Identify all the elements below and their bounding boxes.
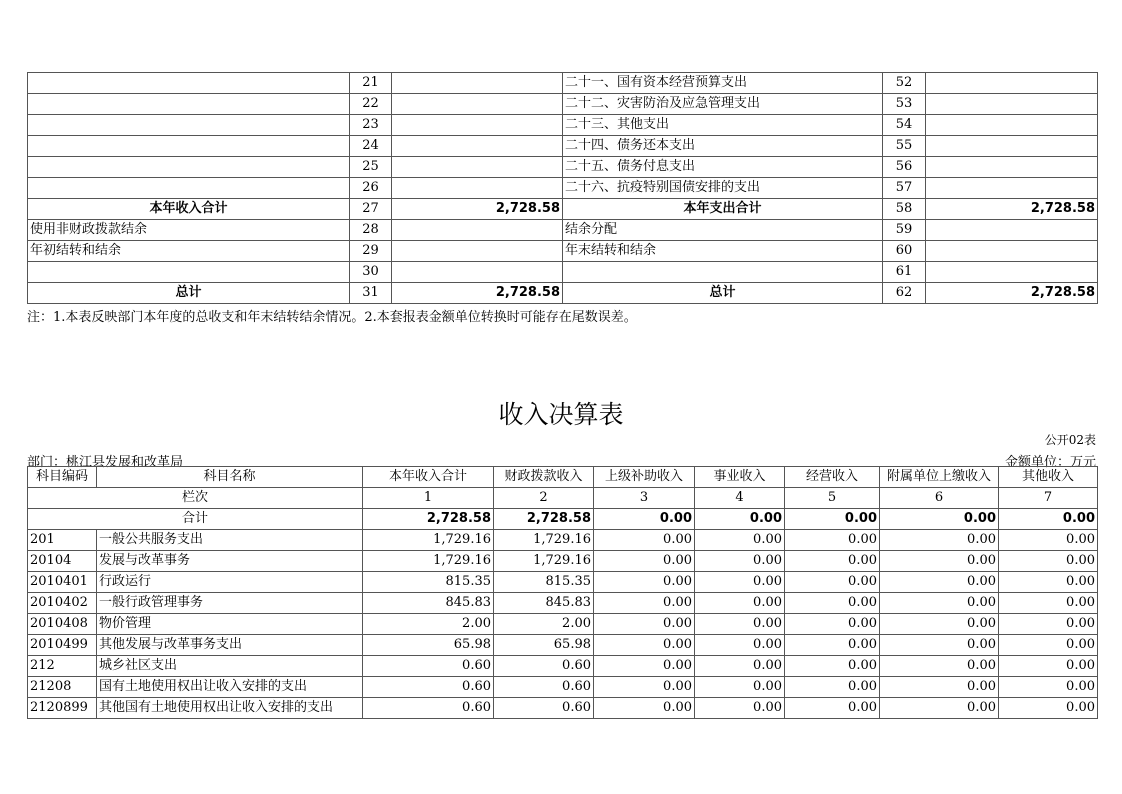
header-row [28, 467, 1098, 488]
column-number-cell: 3 [594, 488, 695, 509]
amount-cell: 0.00 [999, 572, 1098, 593]
line-number-cell: 26 [350, 178, 392, 199]
income-amount-cell [392, 220, 563, 241]
table-row [28, 635, 1098, 656]
subject-code-cell: 2010499 [28, 635, 97, 656]
column-number-row [28, 488, 1098, 509]
subject-code-cell: 2010401 [28, 572, 97, 593]
amount-cell: 0.00 [880, 593, 999, 614]
amount-cell: 0.60 [363, 656, 494, 677]
income-table [27, 466, 1098, 719]
amount-cell: 65.98 [363, 635, 494, 656]
amount-cell: 1,729.16 [494, 551, 594, 572]
summary-row [28, 220, 1098, 241]
amount-cell: 0.00 [695, 572, 785, 593]
amount-cell: 0.00 [785, 614, 880, 635]
table-row [28, 530, 1098, 551]
amount-cell: 0.00 [999, 530, 1098, 551]
income-amount-cell [392, 73, 563, 94]
line-number-cell: 30 [350, 262, 392, 283]
expense-item-cell: 结余分配 [563, 220, 883, 241]
line-number-cell: 25 [350, 157, 392, 178]
amount-cell: 0.00 [695, 593, 785, 614]
header-cell: 科目名称 [97, 467, 363, 488]
income-item-cell [28, 262, 350, 283]
amount-cell: 845.83 [363, 593, 494, 614]
summary-row [28, 262, 1098, 283]
amount-cell: 0.60 [363, 698, 494, 719]
amount-cell: 0.00 [999, 614, 1098, 635]
line-number-cell: 27 [350, 199, 392, 220]
expense-item-cell: 二十二、灾害防治及应急管理支出 [563, 94, 883, 115]
amount-cell: 65.98 [494, 635, 594, 656]
amount-cell: 0.00 [880, 635, 999, 656]
column-number-cell: 4 [695, 488, 785, 509]
summary-table [27, 72, 1098, 304]
income-item-cell: 年初结转和结余 [28, 241, 350, 262]
amount-cell: 0.00 [999, 551, 1098, 572]
income-item-cell: 使用非财政拨款结余 [28, 220, 350, 241]
department-label: 部门：桃江县发展和改革局 [27, 455, 184, 470]
expense-item-cell: 二十五、债务付息支出 [563, 157, 883, 178]
income-item-cell: 总计 [28, 283, 350, 304]
table-row [28, 698, 1098, 719]
income-amount-cell [392, 241, 563, 262]
amount-cell: 1,729.16 [363, 551, 494, 572]
line-number-cell: 54 [883, 115, 926, 136]
total-label-cell: 合计 [28, 509, 363, 530]
summary-row [28, 283, 1098, 304]
amount-cell: 1,729.16 [494, 530, 594, 551]
header-cell: 科目编码 [28, 467, 97, 488]
header-cell: 其他收入 [999, 467, 1098, 488]
footnote: 注：1.本表反映部门本年度的总收支和年末结转结余情况。2.本套报表金额单位转换时可能存在尾数误差。 [27, 310, 637, 325]
income-item-cell [28, 115, 350, 136]
income-item-cell [28, 157, 350, 178]
line-number-cell: 24 [350, 136, 392, 157]
total-value-cell: 2,728.58 [494, 509, 594, 530]
subject-name-cell: 行政运行 [97, 572, 363, 593]
table-row [28, 551, 1098, 572]
amount-cell: 0.00 [880, 551, 999, 572]
amount-cell: 0.00 [880, 530, 999, 551]
summary-row [28, 73, 1098, 94]
table-row [28, 593, 1098, 614]
expense-item-cell: 二十一、国有资本经营预算支出 [563, 73, 883, 94]
subject-code-cell: 201 [28, 530, 97, 551]
amount-cell: 0.00 [594, 635, 695, 656]
income-item-cell: 本年收入合计 [28, 199, 350, 220]
income-item-cell [28, 178, 350, 199]
expense-amount-cell [926, 73, 1098, 94]
amount-cell: 0.00 [695, 656, 785, 677]
amount-cell: 0.00 [785, 530, 880, 551]
column-number-cell: 7 [999, 488, 1098, 509]
header-cell: 本年收入合计 [363, 467, 494, 488]
amount-cell: 0.00 [594, 551, 695, 572]
expense-amount-cell [926, 241, 1098, 262]
amount-cell: 0.00 [594, 698, 695, 719]
line-number-cell: 62 [883, 283, 926, 304]
amount-cell: 0.00 [695, 698, 785, 719]
page-title: 收入决算表 [498, 400, 624, 429]
income-amount-cell [392, 94, 563, 115]
column-number-cell: 1 [363, 488, 494, 509]
subject-name-cell: 一般行政管理事务 [97, 593, 363, 614]
income-amount-cell [392, 115, 563, 136]
amount-cell: 0.00 [594, 572, 695, 593]
income-amount-cell [392, 136, 563, 157]
subject-name-cell: 一般公共服务支出 [97, 530, 363, 551]
summary-row [28, 115, 1098, 136]
amount-cell: 0.00 [999, 677, 1098, 698]
line-number-cell: 60 [883, 241, 926, 262]
subject-code-cell: 2120899 [28, 698, 97, 719]
summary-row [28, 157, 1098, 178]
line-number-cell: 53 [883, 94, 926, 115]
amount-cell: 0.00 [695, 530, 785, 551]
total-value-cell: 0.00 [999, 509, 1098, 530]
expense-item-cell: 年末结转和结余 [563, 241, 883, 262]
expense-item-cell: 二十三、其他支出 [563, 115, 883, 136]
income-amount-cell [392, 262, 563, 283]
subject-code-cell: 2010402 [28, 593, 97, 614]
income-amount-cell: 2,728.58 [392, 199, 563, 220]
line-number-cell: 61 [883, 262, 926, 283]
amount-cell: 0.00 [785, 698, 880, 719]
amount-cell: 0.00 [695, 551, 785, 572]
amount-cell: 0.00 [999, 656, 1098, 677]
amount-cell: 0.00 [695, 635, 785, 656]
income-amount-cell: 2,728.58 [392, 283, 563, 304]
subject-name-cell: 其他国有土地使用权出让收入安排的支出 [97, 698, 363, 719]
unit-label: 金额单位：万元 [1004, 455, 1096, 470]
subject-code-cell: 2010408 [28, 614, 97, 635]
summary-row [28, 136, 1098, 157]
subject-name-cell: 其他发展与改革事务支出 [97, 635, 363, 656]
total-value-cell: 0.00 [594, 509, 695, 530]
row-label-cell: 栏次 [28, 488, 363, 509]
line-number-cell: 22 [350, 94, 392, 115]
line-number-cell: 21 [350, 73, 392, 94]
subject-name-cell: 物价管理 [97, 614, 363, 635]
header-cell: 上级补助收入 [594, 467, 695, 488]
header-cell: 经营收入 [785, 467, 880, 488]
amount-cell: 2.00 [363, 614, 494, 635]
summary-row [28, 199, 1098, 220]
expense-amount-cell [926, 220, 1098, 241]
line-number-cell: 59 [883, 220, 926, 241]
line-number-cell: 23 [350, 115, 392, 136]
total-value-cell: 0.00 [880, 509, 999, 530]
line-number-cell: 31 [350, 283, 392, 304]
subject-code-cell: 21208 [28, 677, 97, 698]
subject-code-cell: 20104 [28, 551, 97, 572]
income-item-cell [28, 73, 350, 94]
expense-item-cell: 二十六、抗疫特别国债安排的支出 [563, 178, 883, 199]
amount-cell: 815.35 [494, 572, 594, 593]
amount-cell: 0.00 [880, 656, 999, 677]
amount-cell: 0.00 [880, 614, 999, 635]
line-number-cell: 28 [350, 220, 392, 241]
amount-cell: 2.00 [494, 614, 594, 635]
amount-cell: 0.00 [594, 593, 695, 614]
header-cell: 财政拨款收入 [494, 467, 594, 488]
subject-code-cell: 212 [28, 656, 97, 677]
line-number-cell: 56 [883, 157, 926, 178]
subject-name-cell: 发展与改革事务 [97, 551, 363, 572]
amount-cell: 0.00 [785, 635, 880, 656]
amount-cell: 0.60 [494, 677, 594, 698]
expense-item-cell [563, 262, 883, 283]
expense-amount-cell [926, 115, 1098, 136]
column-number-cell: 5 [785, 488, 880, 509]
line-number-cell: 29 [350, 241, 392, 262]
amount-cell: 845.83 [494, 593, 594, 614]
line-number-cell: 52 [883, 73, 926, 94]
income-item-cell [28, 94, 350, 115]
amount-cell: 0.00 [880, 677, 999, 698]
amount-cell: 815.35 [363, 572, 494, 593]
amount-cell: 0.00 [999, 698, 1098, 719]
amount-cell: 1,729.16 [363, 530, 494, 551]
amount-cell: 0.00 [695, 614, 785, 635]
header-cell: 事业收入 [695, 467, 785, 488]
amount-cell: 0.60 [494, 698, 594, 719]
amount-cell: 0.00 [695, 677, 785, 698]
income-item-cell [28, 136, 350, 157]
expense-item-cell: 本年支出合计 [563, 199, 883, 220]
header-cell: 附属单位上缴收入 [880, 467, 999, 488]
amount-cell: 0.00 [594, 656, 695, 677]
amount-cell: 0.00 [785, 572, 880, 593]
subject-name-cell: 国有土地使用权出让收入安排的支出 [97, 677, 363, 698]
summary-row [28, 94, 1098, 115]
line-number-cell: 57 [883, 178, 926, 199]
expense-amount-cell [926, 178, 1098, 199]
form-number: 公开02表 [1044, 433, 1096, 447]
total-value-cell: 0.00 [785, 509, 880, 530]
line-number-cell: 55 [883, 136, 926, 157]
expense-amount-cell: 2,728.58 [926, 283, 1098, 304]
table-row [28, 677, 1098, 698]
amount-cell: 0.60 [494, 656, 594, 677]
amount-cell: 0.00 [999, 593, 1098, 614]
amount-cell: 0.00 [999, 635, 1098, 656]
table-row [28, 572, 1098, 593]
amount-cell: 0.00 [880, 572, 999, 593]
total-value-cell: 0.00 [695, 509, 785, 530]
table-row [28, 614, 1098, 635]
expense-item-cell: 二十四、债务还本支出 [563, 136, 883, 157]
expense-amount-cell [926, 157, 1098, 178]
summary-row [28, 241, 1098, 262]
line-number-cell: 58 [883, 199, 926, 220]
amount-cell: 0.00 [785, 551, 880, 572]
income-amount-cell [392, 157, 563, 178]
column-number-cell: 6 [880, 488, 999, 509]
amount-cell: 0.00 [594, 530, 695, 551]
summary-row [28, 178, 1098, 199]
column-number-cell: 2 [494, 488, 594, 509]
income-amount-cell [392, 178, 563, 199]
amount-cell: 0.00 [880, 698, 999, 719]
amount-cell: 0.00 [785, 656, 880, 677]
total-row [28, 509, 1098, 530]
expense-item-cell: 总计 [563, 283, 883, 304]
amount-cell: 0.00 [785, 593, 880, 614]
total-value-cell: 2,728.58 [363, 509, 494, 530]
expense-amount-cell: 2,728.58 [926, 199, 1098, 220]
subject-name-cell: 城乡社区支出 [97, 656, 363, 677]
amount-cell: 0.60 [363, 677, 494, 698]
amount-cell: 0.00 [785, 677, 880, 698]
amount-cell: 0.00 [594, 677, 695, 698]
expense-amount-cell [926, 262, 1098, 283]
expense-amount-cell [926, 136, 1098, 157]
expense-amount-cell [926, 94, 1098, 115]
amount-cell: 0.00 [594, 614, 695, 635]
table-row [28, 656, 1098, 677]
